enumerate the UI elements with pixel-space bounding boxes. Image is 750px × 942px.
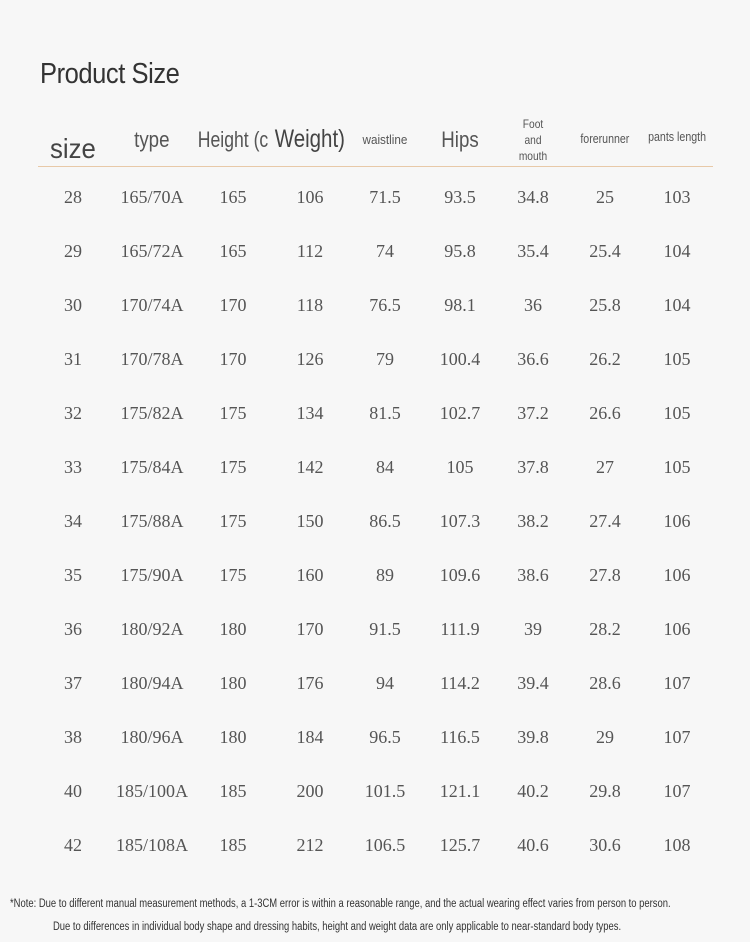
cell-type: 170/78A bbox=[120, 348, 184, 369]
cell-hips: 105 bbox=[446, 456, 474, 477]
table-row bbox=[38, 224, 713, 278]
cell-waistline: 101.5 bbox=[364, 780, 406, 801]
cell-pants-length: 106 bbox=[663, 564, 691, 585]
cell-waistline: 74 bbox=[376, 240, 394, 261]
table-row bbox=[38, 332, 713, 386]
cell-forerunner: 25.4 bbox=[589, 240, 621, 261]
cell-pants-length: 105 bbox=[663, 348, 691, 369]
header-weight: Weight) bbox=[274, 125, 346, 154]
cell-type: 180/96A bbox=[120, 726, 184, 747]
header-size: size bbox=[50, 132, 96, 164]
cell-waistline: 84 bbox=[376, 456, 394, 477]
cell-pants-length: 108 bbox=[663, 834, 691, 855]
cell-waistline: 94 bbox=[376, 672, 394, 693]
cell-size: 37 bbox=[64, 672, 82, 693]
cell-height: 180 bbox=[219, 672, 247, 693]
cell-type: 185/108A bbox=[116, 834, 188, 855]
cell-size: 32 bbox=[64, 402, 82, 423]
cell-hips: 111.9 bbox=[440, 618, 480, 639]
cell-foot-and-mouth: 36 bbox=[524, 294, 542, 315]
cell-height: 170 bbox=[219, 294, 247, 315]
cell-forerunner: 29.8 bbox=[589, 780, 621, 801]
cell-type: 165/70A bbox=[120, 186, 184, 207]
cell-type: 165/72A bbox=[120, 240, 184, 261]
cell-size: 34 bbox=[64, 510, 82, 531]
table-row bbox=[38, 386, 713, 440]
note-line-2: Due to differences in individual body shape and dressing habits, height and weight data are only applicable to near-standard body types. bbox=[53, 921, 622, 933]
cell-height: 175 bbox=[219, 456, 247, 477]
cell-pants-length: 106 bbox=[663, 618, 691, 639]
cell-hips: 116.5 bbox=[440, 726, 480, 747]
cell-foot-and-mouth: 36.6 bbox=[517, 348, 549, 369]
cell-weight: 106 bbox=[296, 186, 324, 207]
table-row bbox=[38, 710, 713, 764]
cell-hips: 93.5 bbox=[444, 186, 476, 207]
table-row bbox=[38, 548, 713, 602]
cell-foot-and-mouth: 38.6 bbox=[517, 564, 549, 585]
cell-height: 175 bbox=[219, 564, 247, 585]
cell-forerunner: 28.2 bbox=[589, 618, 621, 639]
cell-foot-and-mouth: 37.2 bbox=[517, 402, 549, 423]
cell-height: 185 bbox=[219, 780, 247, 801]
cell-height: 180 bbox=[219, 726, 247, 747]
cell-hips: 95.8 bbox=[444, 240, 476, 261]
note-line-1: *Note: Due to different manual measurement methods, a 1-3CM error is within a reasonable range, and the actual wearing effect varies from person to person. bbox=[10, 898, 671, 910]
cell-pants-length: 104 bbox=[663, 294, 691, 315]
cell-weight: 212 bbox=[296, 834, 324, 855]
cell-foot-and-mouth: 40.6 bbox=[517, 834, 549, 855]
cell-weight: 134 bbox=[296, 402, 324, 423]
cell-foot-and-mouth: 37.8 bbox=[517, 456, 549, 477]
cell-height: 175 bbox=[219, 510, 247, 531]
table-row bbox=[38, 656, 713, 710]
cell-forerunner: 25.8 bbox=[589, 294, 621, 315]
cell-hips: 125.7 bbox=[439, 834, 481, 855]
cell-waistline: 91.5 bbox=[369, 618, 401, 639]
header-forerunner: forerunner bbox=[580, 132, 630, 147]
cell-height: 185 bbox=[219, 834, 247, 855]
cell-weight: 112 bbox=[296, 240, 324, 261]
cell-height: 170 bbox=[219, 348, 247, 369]
table-header bbox=[38, 118, 713, 167]
table-row bbox=[38, 494, 713, 548]
cell-hips: 114.2 bbox=[440, 672, 480, 693]
cell-size: 35 bbox=[64, 564, 82, 585]
cell-type: 175/90A bbox=[120, 564, 184, 585]
cell-weight: 160 bbox=[296, 564, 324, 585]
cell-size: 38 bbox=[64, 726, 82, 747]
cell-waistline: 96.5 bbox=[369, 726, 401, 747]
cell-weight: 150 bbox=[296, 510, 324, 531]
cell-waistline: 86.5 bbox=[369, 510, 401, 531]
cell-pants-length: 107 bbox=[663, 780, 691, 801]
header-pants-length: pants length bbox=[648, 130, 706, 145]
page-title: Product Size bbox=[40, 58, 180, 90]
cell-type: 175/82A bbox=[120, 402, 184, 423]
cell-pants-length: 104 bbox=[663, 240, 691, 261]
header-waistline: waistline bbox=[362, 131, 408, 147]
cell-height: 165 bbox=[219, 186, 247, 207]
cell-forerunner: 29 bbox=[596, 726, 614, 747]
cell-foot-and-mouth: 39.4 bbox=[517, 672, 549, 693]
cell-size: 30 bbox=[64, 294, 82, 315]
cell-type: 170/74A bbox=[120, 294, 184, 315]
cell-weight: 142 bbox=[296, 456, 324, 477]
cell-waistline: 106.5 bbox=[364, 834, 406, 855]
table-row bbox=[38, 764, 713, 818]
cell-size: 40 bbox=[64, 780, 82, 801]
header-height: Height (c bbox=[197, 127, 269, 153]
cell-height: 175 bbox=[219, 402, 247, 423]
cell-weight: 184 bbox=[296, 726, 324, 747]
cell-foot-and-mouth: 34.8 bbox=[517, 186, 549, 207]
cell-forerunner: 27.4 bbox=[589, 510, 621, 531]
table-row bbox=[38, 278, 713, 332]
cell-waistline: 79 bbox=[376, 348, 394, 369]
cell-pants-length: 103 bbox=[663, 186, 691, 207]
cell-forerunner: 27.8 bbox=[589, 564, 621, 585]
table-row bbox=[38, 440, 713, 494]
cell-hips: 109.6 bbox=[439, 564, 481, 585]
cell-weight: 126 bbox=[296, 348, 324, 369]
cell-foot-and-mouth: 35.4 bbox=[517, 240, 549, 261]
cell-weight: 118 bbox=[296, 294, 324, 315]
cell-size: 36 bbox=[64, 618, 82, 639]
cell-waistline: 89 bbox=[376, 564, 394, 585]
cell-pants-length: 107 bbox=[663, 672, 691, 693]
cell-type: 180/94A bbox=[120, 672, 184, 693]
cell-pants-length: 105 bbox=[663, 402, 691, 423]
cell-foot-and-mouth: 38.2 bbox=[517, 510, 549, 531]
header-type: type bbox=[134, 127, 170, 153]
cell-forerunner: 27 bbox=[596, 456, 614, 477]
cell-waistline: 81.5 bbox=[369, 402, 401, 423]
cell-forerunner: 30.6 bbox=[589, 834, 621, 855]
cell-waistline: 71.5 bbox=[369, 186, 401, 207]
cell-pants-length: 106 bbox=[663, 510, 691, 531]
cell-weight: 176 bbox=[296, 672, 324, 693]
cell-type: 180/92A bbox=[120, 618, 184, 639]
cell-hips: 100.4 bbox=[439, 348, 481, 369]
cell-foot-and-mouth: 39.8 bbox=[517, 726, 549, 747]
cell-hips: 98.1 bbox=[444, 294, 476, 315]
cell-type: 175/88A bbox=[120, 510, 184, 531]
cell-foot-and-mouth: 39 bbox=[524, 618, 542, 639]
cell-hips: 102.7 bbox=[439, 402, 481, 423]
cell-weight: 200 bbox=[296, 780, 324, 801]
cell-size: 42 bbox=[64, 834, 82, 855]
table-row bbox=[38, 602, 713, 656]
cell-hips: 121.1 bbox=[439, 780, 481, 801]
cell-hips: 107.3 bbox=[439, 510, 481, 531]
cell-type: 185/100A bbox=[116, 780, 188, 801]
cell-pants-length: 105 bbox=[663, 456, 691, 477]
cell-pants-length: 107 bbox=[663, 726, 691, 747]
header-hips: Hips bbox=[441, 127, 479, 153]
cell-forerunner: 28.6 bbox=[589, 672, 621, 693]
cell-size: 33 bbox=[64, 456, 82, 477]
cell-size: 31 bbox=[64, 348, 82, 369]
cell-size: 28 bbox=[64, 186, 82, 207]
cell-height: 180 bbox=[219, 618, 247, 639]
table-row bbox=[38, 818, 713, 872]
cell-size: 29 bbox=[64, 240, 82, 261]
cell-waistline: 76.5 bbox=[369, 294, 401, 315]
table-row bbox=[38, 170, 713, 224]
cell-forerunner: 26.6 bbox=[589, 402, 621, 423]
cell-height: 165 bbox=[219, 240, 247, 261]
header-foot-and-mouth: Foot and mouth bbox=[518, 117, 548, 163]
cell-weight: 170 bbox=[296, 618, 324, 639]
cell-type: 175/84A bbox=[120, 456, 184, 477]
cell-forerunner: 26.2 bbox=[589, 348, 621, 369]
cell-foot-and-mouth: 40.2 bbox=[517, 780, 549, 801]
cell-forerunner: 25 bbox=[596, 186, 614, 207]
